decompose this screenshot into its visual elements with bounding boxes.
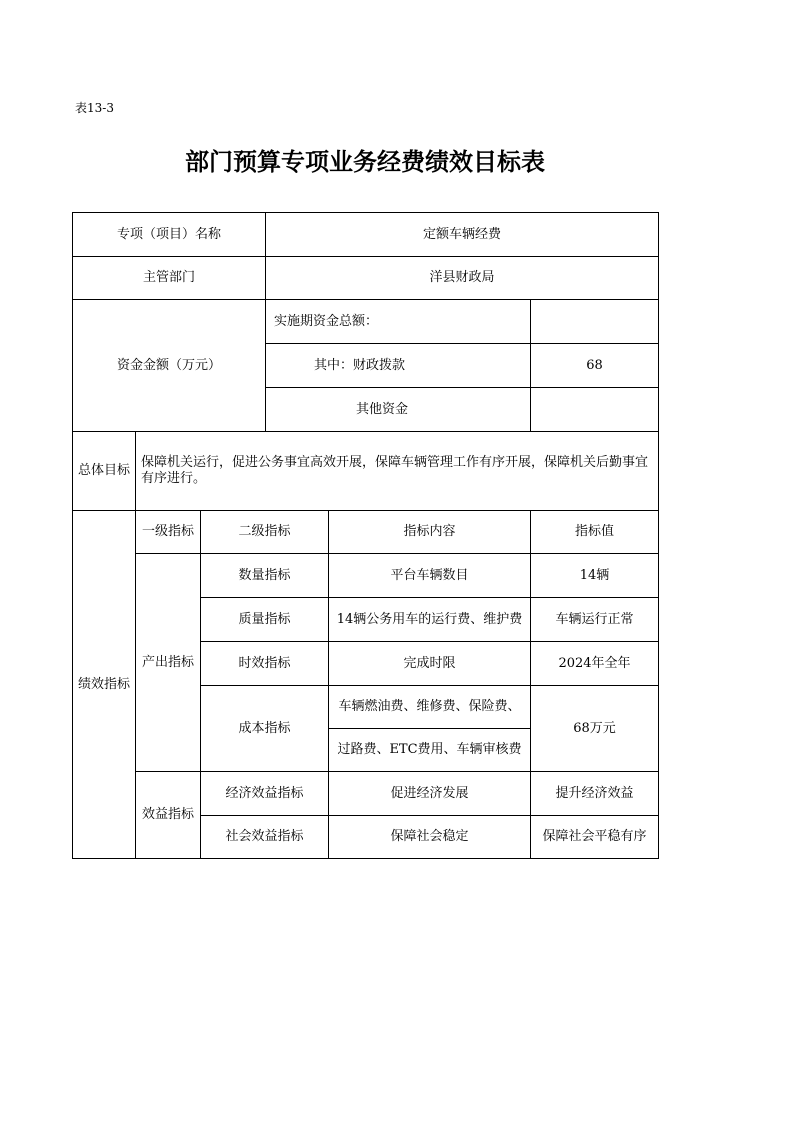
project-name-label-cell [72, 212, 266, 257]
overall-goal-label-cell [72, 431, 136, 511]
funds-fiscal-label-cell [265, 343, 531, 388]
quality-content: 14辆公务用车的运行费、维护费 [336, 611, 523, 627]
cost-content-line1-cell [328, 685, 531, 729]
social-value: 保障社会平稳有序 [542, 829, 647, 844]
output-indicators-label: 产出指标 [141, 654, 194, 670]
funds-label-cell [72, 299, 266, 432]
benefit-indicators-cell [135, 771, 201, 859]
social-content: 保障社会稳定 [390, 829, 469, 844]
page-title: 部门预算专项业务经费绩效目标表 [185, 147, 545, 176]
quality-value: 车辆运行正常 [555, 611, 634, 627]
economic-value-cell [530, 771, 659, 816]
funds-other-label: 其他资金 [356, 401, 409, 417]
timeliness-value: 2024年全年 [558, 655, 631, 671]
economic-value: 提升经济效益 [555, 785, 634, 801]
timeliness-indicator-label: 时效指标 [238, 655, 291, 671]
header-level1-cell [135, 510, 201, 554]
funds-label: 资金金额（万元） [116, 357, 221, 373]
cost-content-line2-cell [328, 728, 531, 772]
cost-content-line1: 车辆燃油费、维修费、保险费、 [338, 699, 521, 714]
cost-value: 68万元 [573, 720, 616, 736]
funds-total-value-cell [530, 299, 659, 344]
quality-indicator-label: 质量指标 [238, 611, 291, 627]
funds-fiscal-value: 68 [586, 357, 603, 373]
quantity-content: 平台车辆数目 [390, 567, 469, 583]
funds-total-label-cell [265, 299, 531, 344]
social-value-cell [530, 815, 659, 859]
header-value: 指标值 [574, 524, 614, 539]
social-indicator-cell [200, 815, 329, 859]
cost-indicator-cell [200, 685, 329, 772]
timeliness-content: 完成时限 [403, 655, 456, 671]
economic-indicator-label: 经济效益指标 [225, 785, 304, 801]
project-name-label: 专项（项目）名称 [116, 226, 221, 242]
economic-indicator-cell [200, 771, 329, 816]
cost-indicator-label: 成本指标 [238, 720, 291, 736]
cost-value-cell [530, 685, 659, 772]
project-name-value: 定额车辆经费 [422, 226, 501, 242]
header-value-cell [530, 510, 659, 554]
header-level1: 一级指标 [141, 524, 194, 539]
header-level2-cell [200, 510, 329, 554]
header-content-cell [328, 510, 531, 554]
quantity-content-cell [328, 553, 531, 598]
overall-goal-text-cell [135, 431, 659, 511]
funds-total-label: 实施期资金总额： [274, 313, 379, 329]
header-level2: 二级指标 [238, 524, 291, 539]
table-number: 表13-3 [75, 101, 114, 115]
funds-fiscal-value-cell [530, 343, 659, 388]
social-indicator-label: 社会效益指标 [225, 829, 304, 844]
overall-goal-text: 保障机关运行，促进公务事宜高效开展，保障车辆管理工作有序开展，保障机关后勤事宜有序进行。 [141, 455, 649, 486]
timeliness-value-cell [530, 641, 659, 686]
department-label: 主管部门 [142, 270, 195, 285]
department-label-cell [72, 256, 266, 300]
funds-other-value-cell [530, 387, 659, 432]
project-name-value-cell [265, 212, 659, 257]
quality-value-cell [530, 597, 659, 642]
economic-content: 促进经济发展 [390, 785, 469, 801]
header-content: 指标内容 [403, 524, 456, 539]
performance-label-cell [72, 510, 136, 859]
timeliness-indicator-cell [200, 641, 329, 686]
quality-content-cell [328, 597, 531, 642]
social-content-cell [328, 815, 531, 859]
funds-other-label-cell [265, 387, 531, 432]
overall-goal-label: 总体目标 [77, 463, 130, 478]
output-indicators-cell [135, 553, 201, 772]
cost-content-line2: 过路费、ETC费用、车辆审核费 [337, 742, 522, 757]
department-value-cell [265, 256, 659, 300]
quality-indicator-cell [200, 597, 329, 642]
benefit-indicators-label: 效益指标 [141, 807, 194, 822]
timeliness-content-cell [328, 641, 531, 686]
economic-content-cell [328, 771, 531, 816]
quantity-indicator-label: 数量指标 [238, 567, 291, 583]
quantity-indicator-cell [200, 553, 329, 598]
department-value: 洋县财政局 [429, 270, 495, 285]
performance-label: 绩效指标 [77, 676, 130, 692]
quantity-value-cell [530, 553, 659, 598]
funds-fiscal-label: 其中：财政拨款 [314, 357, 406, 373]
quantity-value: 14辆 [579, 567, 610, 583]
